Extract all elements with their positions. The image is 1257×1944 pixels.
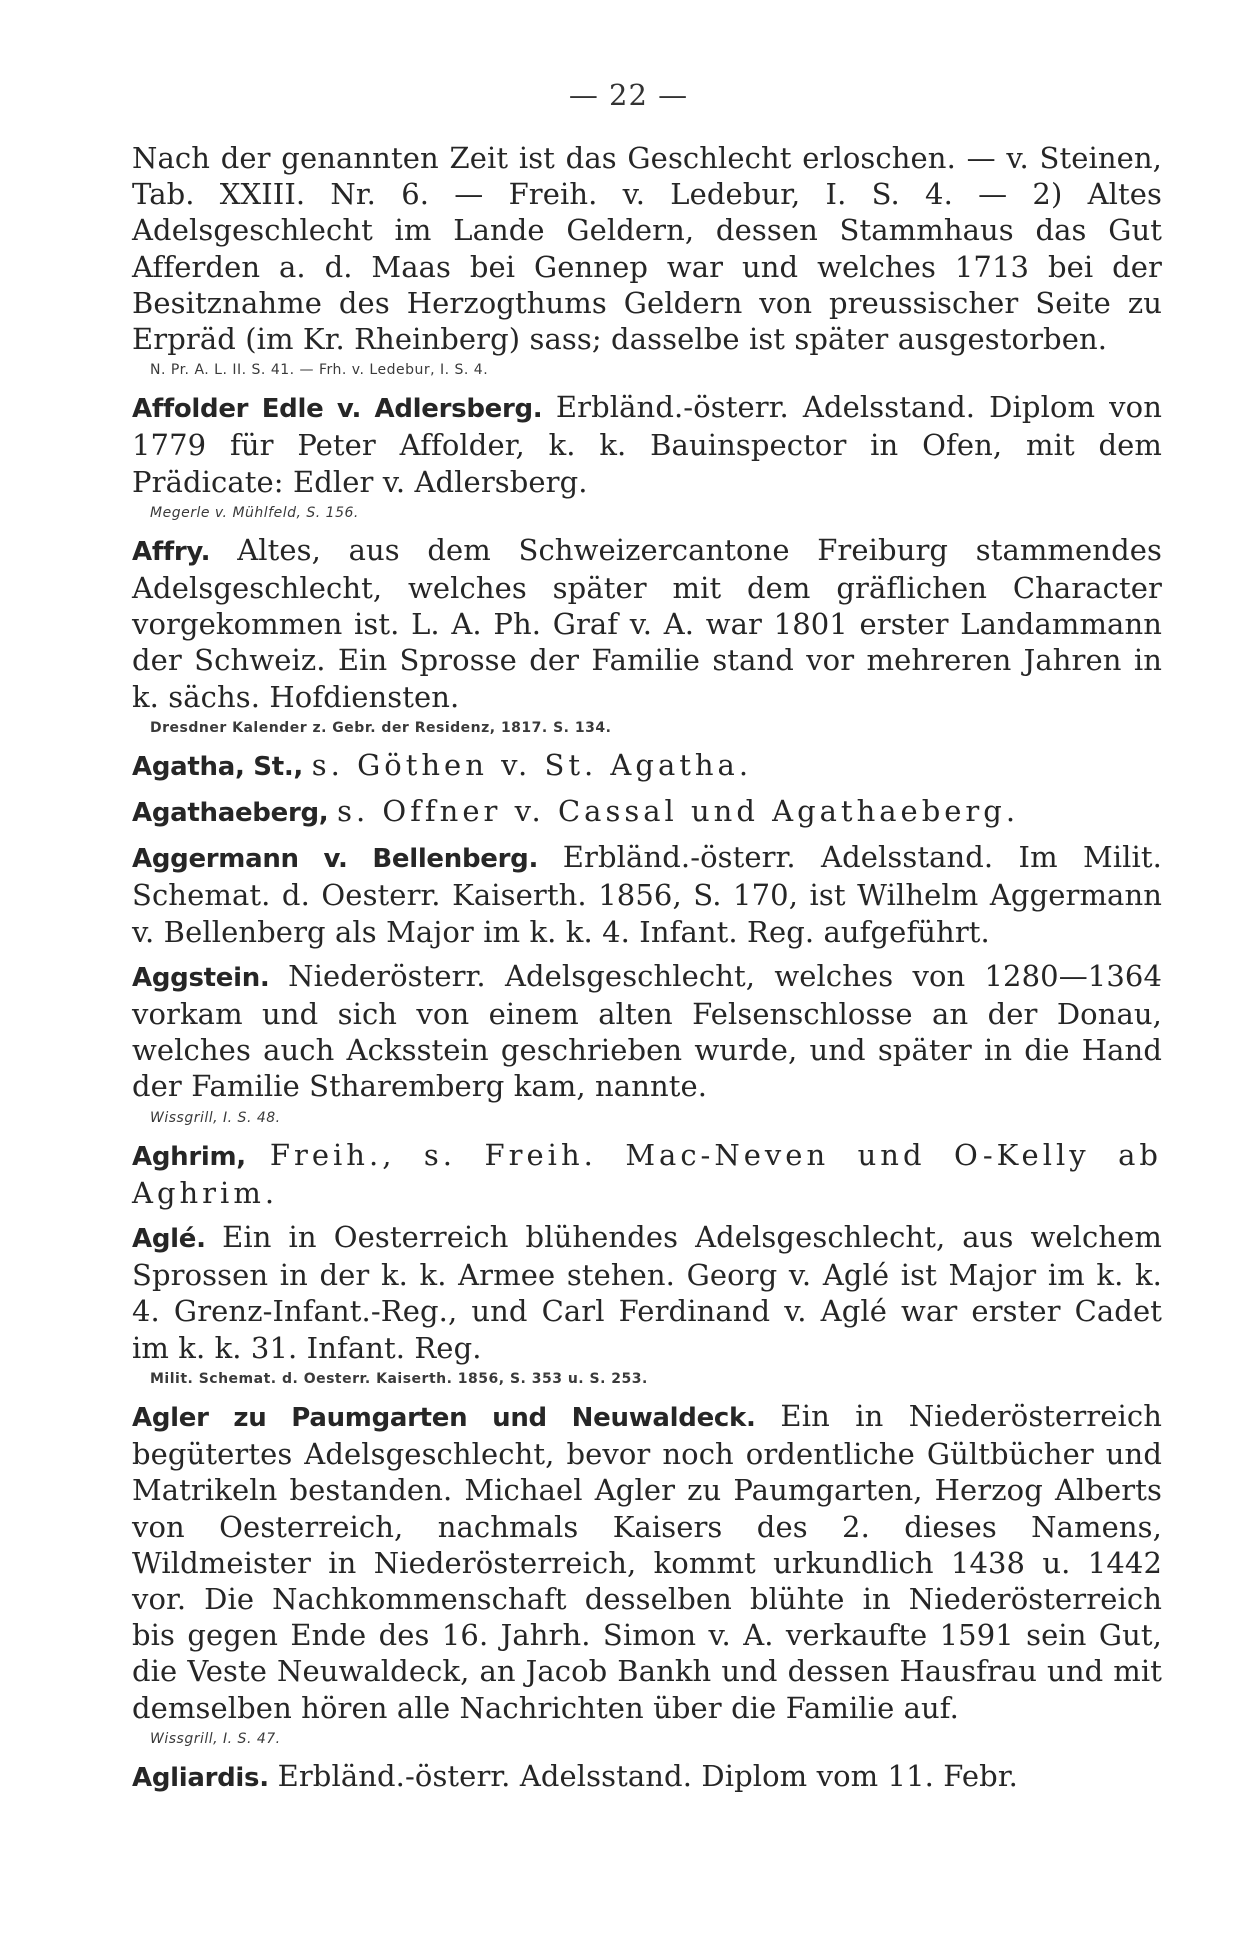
intro-paragraph: Nach der genannten Zeit ist das Geschlecht erloschen. — v. Steinen, Tab. XXIII. Nr. 6. — Freih. v. Ledebur, I. S. 4. — 2) Altes Adelsgeschlecht im Lande Geldern, dessen Stammhaus das Gut Afferden a. d. Maas bei Gennep war und welches 1713 bei der Besitznahme des Herzogthums Geldern von preussischer Seite zu Erpräd (im Kr. Rheinberg) sass; dasselbe ist später ausgestorben. — [132, 141, 1162, 357]
text-block — [132, 140, 1162, 1796]
entry-aggermann — [132, 839, 1162, 950]
entry-heading: Affolder Edle v. Adlersberg. — [132, 394, 556, 425]
entry-heading: Agathaeberg, — [132, 798, 338, 829]
page-number: — 22 — — [568, 78, 689, 112]
entry-agle — [132, 1219, 1162, 1366]
entry-heading: Aghrim, — [132, 1141, 270, 1172]
entry-affolder — [132, 389, 1162, 500]
entry-aggstein — [132, 958, 1162, 1105]
entry-agler — [132, 1398, 1162, 1726]
entry-heading: Agatha, St., — [132, 751, 312, 782]
entry-reference: Wissgrill, I. S. 47. — [150, 1730, 281, 1747]
entry-text: Ein in Oesterreich blühendes Adelsgeschlecht, aus welchem Sprossen in der k. k. Armee stehen. Georg v. Aglé ist Major im k. k. 4. Grenz-Infant.-Reg., und Carl Ferdinand v. Aglé war erster Cadet im k. k. 31. Infant. Reg. — [132, 1220, 1162, 1365]
entry-text: Freih., s. Freih. Mac-Neven und O-Kelly ab Aghrim. — [132, 1137, 1162, 1210]
entry-heading: Aggermann v. Bellenberg. — [132, 844, 563, 875]
entry-agathaeberg — [132, 793, 1162, 831]
entry-text: Erbländ.-österr. Adelsstand. Diplom vom 11. Febr. — [277, 1758, 1018, 1793]
entry-heading: Aggstein. — [132, 962, 289, 993]
entry-text: s. Göthen v. St. Agatha. — [311, 747, 753, 782]
entry-text: s. Offner v. Cassal und Agathaeberg. — [337, 794, 1020, 829]
entry-agatha — [132, 747, 1162, 785]
entry-aghrim — [132, 1137, 1162, 1211]
entry-reference: Milit. Schemat. d. Oesterr. Kaiserth. 1856, S. 353 u. S. 253. — [150, 1370, 648, 1387]
entry-reference: Dresdner Kalender z. Gebr. der Residenz, 1817. S. 134. — [150, 719, 612, 736]
entry-heading: Agliardis. — [132, 1762, 278, 1793]
entry-reference: Wissgrill, I. S. 48. — [150, 1109, 281, 1126]
entry-heading: Affry. — [132, 536, 238, 567]
entry-text: Erbländ.-österr. Adelsstand. Im Milit. Schemat. d. Oesterr. Kaiserth. 1856, S. 170, ist Wilhelm Aggermann v. Bellenberg als Major im k. k. 4. Infant. Reg. aufgeführt. — [132, 840, 1163, 949]
entry-text: Niederösterr. Adelsgeschlecht, welches von 1280—1364 vorkam und sich von einem alten Felsenschlosse an der Donau, welches auch Acksstein geschrieben wurde, und später in die Hand der Familie Stharemberg kam, nannte. — [132, 958, 1162, 1104]
entry-affry — [132, 532, 1162, 715]
entry-text: Ein in Niederösterreich begütertes Adelsgeschlecht, bevor noch ordentliche Gültbücher und Matrikeln bestanden. Michael Agler zu Paumgarten, Herzog Alberts von Oesterreich, nachmals Kaisers des 2. dieses Namens, Wildmeister in Niederösterreich, kommt urkundlich 1438 u. 1442 vor. Die Nachkommenschaft desselben blühte in Niederösterreich bis gegen Ende des 16. Jahrh. Simon v. A. verkaufte 1591 sein Gut, die Veste Neuwaldeck, an Jacob Bankh und dessen Hausfrau und mit demselben hören alle Nachrichten über die Familie auf. — [132, 1398, 1162, 1725]
intro-reference: N. Pr. A. L. II. S. 41. — Frh. v. Ledebur, I. S. 4. — [150, 362, 489, 379]
entry-agliardis — [132, 1758, 1162, 1796]
entry-heading: Aglé. — [132, 1224, 223, 1255]
entry-reference: Megerle v. Mühlfeld, S. 156. — [150, 504, 359, 521]
entry-heading: Agler zu Paumgarten und Neuwaldeck. — [132, 1402, 781, 1433]
entry-text: Altes, aus dem Schweizercantone Freiburg stammendes Adelsgeschlecht, welches später mit dem gräflichen Character vorgekommen ist. L. A. Ph. Graf v. A. war 1801 erster Landammann der Schweiz. Ein Sprosse der Familie stand vor mehreren Jahren in k. sächs. Hofdiensten. — [132, 532, 1162, 714]
entry-text: Erbländ.-österr. Adelsstand. Diplom von 1779 für Peter Affolder, k. k. Bauinspector in Ofen, mit dem Prädicate: Edler v. Adlersberg. — [132, 390, 1163, 499]
